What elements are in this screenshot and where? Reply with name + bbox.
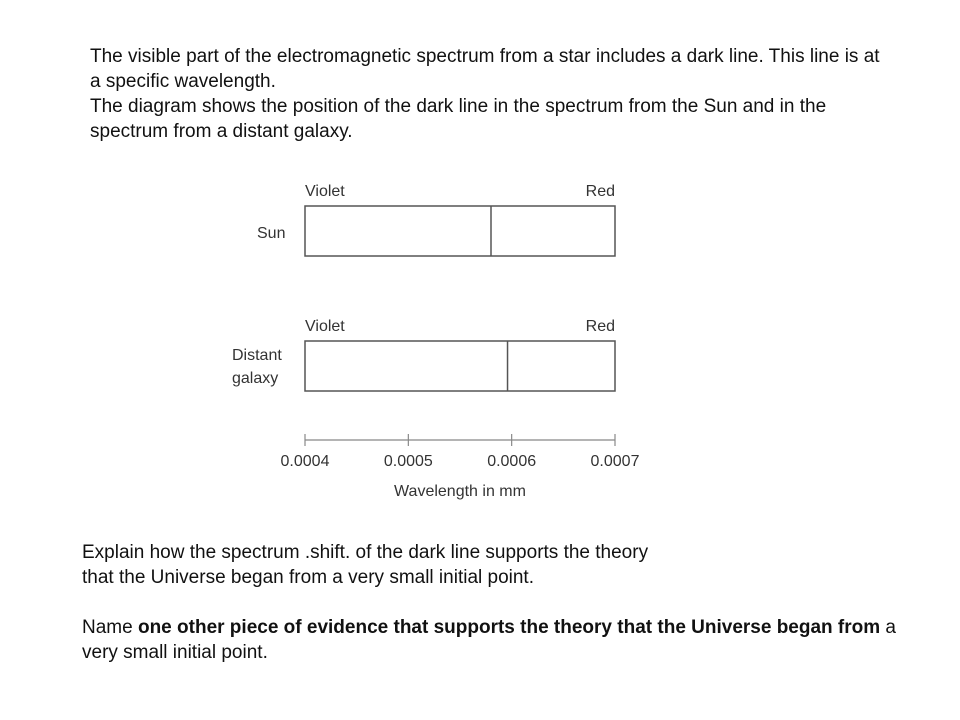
question-1-line-1: Explain how the spectrum .shift. of the dark line supports the theory	[82, 542, 649, 563]
galaxy-name-label-line2: galaxy	[232, 370, 279, 387]
question-2-prefix: Name	[82, 617, 138, 638]
wavelength-axis-label: Wavelength in mm	[394, 483, 526, 500]
galaxy-violet-label: Violet	[305, 318, 345, 335]
axis-tick-label: 0.0004	[280, 453, 330, 470]
galaxy-red-label: Red	[585, 318, 615, 335]
question-2	[82, 615, 902, 665]
sun-spectrum-box	[305, 206, 615, 256]
sun-violet-label: Violet	[305, 183, 345, 200]
galaxy-spectrum-box	[305, 341, 615, 391]
question-2-bold: one other piece of evidence that supports the theory that the Universe began from	[137, 617, 881, 638]
sun-name-label: Sun	[257, 225, 286, 242]
question-1-line-2: that the Universe began from a very small initial point.	[82, 567, 534, 588]
intro-paragraph-1: The visible part of the electromagnetic spectrum from a star includes a dark line. This line is at a specific wavelength.	[90, 46, 880, 92]
question-2-suffix: a very small initial point.	[82, 617, 897, 663]
question-text	[82, 540, 902, 665]
sun-red-label: Red	[585, 183, 615, 200]
galaxy-name-label-line1: Distant	[232, 347, 282, 364]
intro-paragraph-2: The diagram shows the position of the dark line in the spectrum from the Sun and in the spectrum from a distant galaxy.	[90, 96, 827, 142]
axis-tick-label: 0.0006	[487, 453, 537, 470]
axis-tick-label: 0.0005	[383, 453, 433, 470]
axis-tick-label: 0.0007	[590, 453, 640, 470]
spacer	[82, 590, 902, 615]
